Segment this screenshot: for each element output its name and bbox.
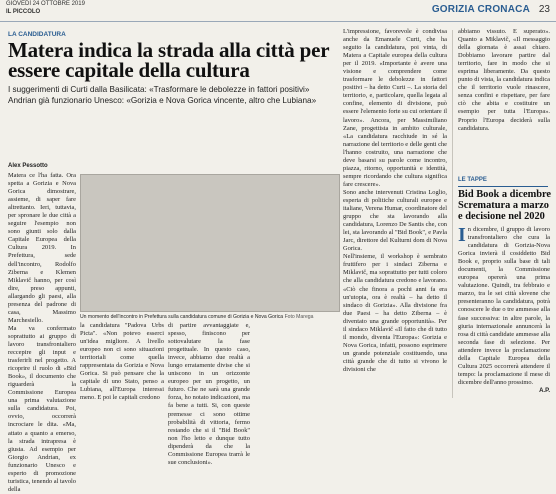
article-column-3 bbox=[168, 322, 250, 466]
section-name: GORIZIA CRONACA bbox=[431, 4, 530, 15]
sidebar-tag-rule bbox=[458, 186, 548, 187]
issue-date: GIOVEDÌ 24 OTTOBRE 2019 bbox=[6, 1, 85, 7]
article-column-5 bbox=[458, 28, 550, 172]
column-1-intro: Matera ce l'ha fatta. Ora spetta a Gorizia e Nova Gorica dimostrare, assieme, di saper fare altrettanto. Ieri, tuttavia, per spronare le due città a seguire l'esempio non sono giunti solo dalla Capitale Europea della Cultura 2019. In Prefettura, sede dell'incontro, Rodolfo Ziberna e Klemen Miklavič hanno, per così dire, preso appunti, allargando gli paesi, alla presenza del padrone di casa, Massimo Marchesiello. bbox=[8, 172, 76, 324]
byline: Alex Pessotto bbox=[8, 163, 48, 169]
article-subheads bbox=[8, 84, 336, 106]
article-headline: Matera indica la strada alla città per essere capitale della cultura bbox=[8, 38, 329, 82]
sidebar-signature: A.P. bbox=[539, 388, 550, 394]
article-column-4 bbox=[343, 28, 447, 398]
newspaper-name: IL PICCOLO bbox=[6, 9, 41, 15]
column-2-text: la candidatura "Padova Urbs Picta". «Non potevo esserci un'idea migliore. A livello europeo non ci sono situazioni territoriali come quella rappresentata da Gorizia e Nova Gorica. Si può pensare che la capitale di uno Stato, penso a Lubiana, all'Europa interessi meno. E poi le capitali credono bbox=[80, 322, 164, 402]
sidebar-tag: LE TAPPE bbox=[458, 177, 487, 183]
article-kicker: LA CANDIDATURA bbox=[8, 31, 66, 38]
sidebar-text: n dicembre, il gruppo di lavoro transfrontaliero che cura la candidatura di Gorizia-Nova Gorica invierà il cosiddetto Bid Book e, proprio sulla base di tali documenti, la Commissione europea opererà una prima valutazione. Quindi, tra febbraio e marzo, tra le sei città slovene che presenteranno la candidatura, potrà conoscere le due o tre ammesse alla fase successiva: in altre parole, la giuria internazionale annuncerà la rosa di città candidate ammesse alla seconda fase di selezione. Per attendere invece la proclamazione della Capitale Europea della Cultura 2025 occorrerà attendere il tempo: la proclamazione il mese di dicembre dell'anno prossimo. bbox=[458, 226, 550, 386]
column-divider bbox=[452, 30, 453, 398]
page-number: 23 bbox=[538, 4, 550, 15]
article-column-1 bbox=[8, 172, 76, 493]
sidebar-title: Bid Book a dicembre Scrematura a marzo e decisione nel 2020 bbox=[458, 189, 552, 222]
page-header bbox=[0, 0, 556, 22]
photo-caption bbox=[80, 314, 342, 320]
column-4-tail: Sono anche intervenuti Cristina Loglio, esperta di politiche culturali europee e italiane, Verena Humar, coordinatore del gruppo che sta lavorando alla candidatura, Lorenzo De Santis che, con lei, sta lavorando al "Bid Book", e Pavla Jarc, direttore del Kulturni dom di Nova Gorica. bbox=[343, 188, 447, 253]
column-3-text: di partire avvantaggiate e, spesso, finiscono per sottovalutare la fase progettuale. In questo caso, invece, abbiamo due realtà a lungo erratamente divise che si uniscono in un orizzonte europeo per un progetto, un futuro. Che ne sarà una grande forza, ho notato indicazioni, ma fa bene a tutti. Si, con queste premesse ci sono ottime probabilità di vittoria, fermo restando che si il "Bid Book" non l'ho letto e dunque tutto dipenderà da che la Commissione Europea trarrà le sue conclusioni». bbox=[168, 322, 250, 466]
header-divider bbox=[0, 21, 556, 22]
subhead-curti: I suggerimenti di Curti dalla Basilicata: «Trasformare le debolezze in fattori positivi» bbox=[8, 85, 310, 94]
column-4-bottom: Nell'insieme, il workshop è sembrato fruttifero per i sindaci Ziberna e Miklavič, ma soprattutto per tutti coloro che alla candidatura credono e lavorano. «Ciò che finora a pochi anni fa era un'utopia, ora è realtà – ha detto il sindaco di Gorizia». Alla divisione fra due Paesi – ha detto Ziberna – è diventato una grande opportunità». Per il sindaco Miklavič «Il fatto che di tutto il mondo, diventa l'Europa»: Gorizia e Nova Gorica, infatti, possono esprimere un grande potenziale costituendo, una città grande che di tutto si vivono le divisioni che bbox=[343, 253, 447, 373]
photo-credit: Foto Marega bbox=[284, 314, 314, 320]
meeting-photo bbox=[80, 174, 340, 312]
sidebar-dropcap: I bbox=[458, 224, 466, 246]
column-1-rest: Ma va confermato soprattutto ai gruppo di lavoro transfrontaliero reccepire gli input e trasferirli nel progetto. A ricoprire il ruolo di «Bid Book», il documento che riguarderà la Commissione Europea una prima valutazione sulla candidatura. Poi, ovvio, occorrerà incrociare le dita. «Ma, attato a quanto a emerso, la strada intrapresa è giusta. Ad esempio per Giorgio Andrian, ex funzionario Unesco e esperto di promozione turistica, tenendo al tavolo della bbox=[8, 324, 76, 493]
subhead-andrian: Andrian già funzionario Unesco: «Gorizia e Nova Gorica vincente, altro che Lubiana» bbox=[8, 96, 317, 105]
column-5-text: abbiamo vissuto. E superato». Quanto a Miklavič, «Il messaggio della giornata è assai chiaro. Dobbiamo lavorare partire dal territorio, fare in modo che si esprima liberamente. Da questo punto di vista, la candidatura indica che il territorio vuole rinascere, senza confini e rispettare, per fare ciò che abita e costituire un esempio per tutta l'Europa». Proprio l'Europa deciderà sulla candidatura. bbox=[458, 28, 550, 132]
sidebar-body bbox=[458, 226, 550, 386]
column-4-text: L'impressione, favorevole è condivisa anche da Emanuele Curti, che ha seguito la candidatura, poi vinta, di Matera a Capitale europea della cultura per il 2019. «Importante è avere una visione e comprendere come trasformare le debolezze in fattori positivi – ha detto Curti –. La storia del territorio, e, particolare, quella legata al confine, elemento di divisione, può essere l'elemento forte su cui orientare il lavoro». Ancora, per Massimiliano Zane, progettista in ambito culturale, «La candidatura racchiude in sé la narrazione del territorio e delle genti che l'hanno costruito, una narrazione che deve basarsi su parole come incontro, piazza, ritorno, opportunità e identità, sempre ricordando che cultura significa fare crescere». bbox=[343, 28, 447, 188]
article-column-2 bbox=[80, 322, 164, 402]
caption-text: Un momento dell'incontro in Prefettura sulla candidatura comune di Gorizia e Nova Gorica bbox=[80, 314, 284, 320]
